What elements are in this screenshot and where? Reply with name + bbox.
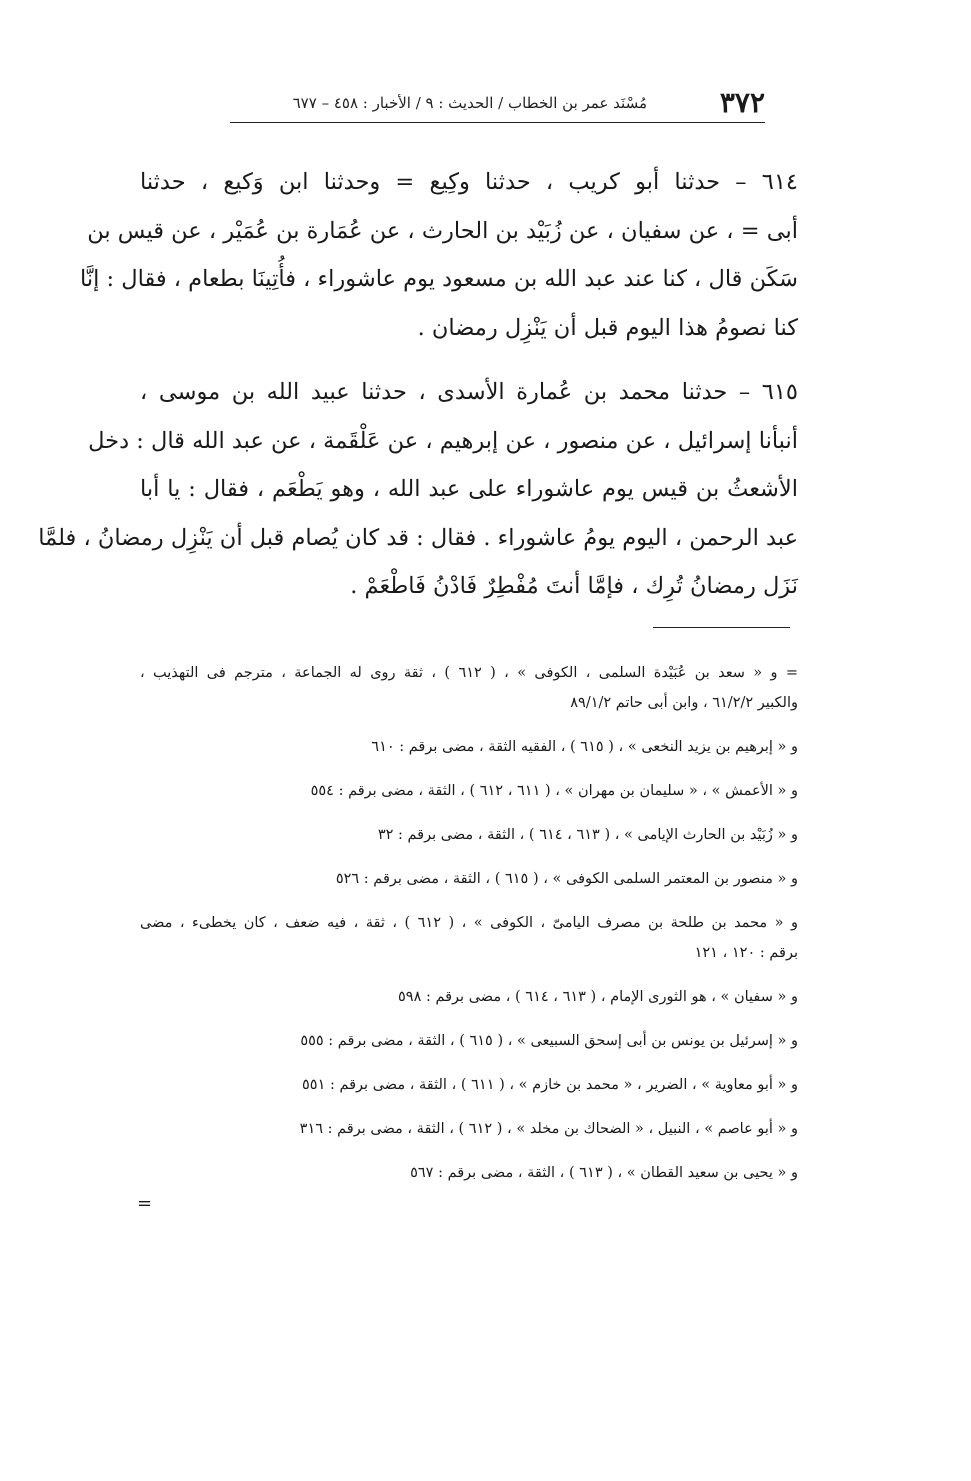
footnote-line: = و « سعد بن عُبَيْدة السلمى ، الكوفى » ، ( ٦١٢ ) ، ثقة روى له الجماعة ، مترجم فى التهذيب ،: [140, 665, 798, 681]
text-line: سَكَن قال ، كنا عند عبد الله بن مسعود يوم عاشوراء ، فأُتِينَا بطعام ، فقال : إنَّا: [79, 266, 798, 292]
page-header: [230, 86, 765, 122]
text-line: أبى = ، عن سفيان ، عن زُبَيْد بن الحارث ، عن عُمَارة بن عُمَيْر ، عن قيس بن: [87, 217, 798, 244]
text-line: ٦١٥ – حدثنا محمد بن عُمارة الأسدى ، حدثنا عبيد الله بن موسى ،: [140, 379, 798, 405]
footnote-line: و « أبو معاوية » ، الضرير ، « محمد بن خازم » ، ( ٦١١ ) ، الثقة ، مضى برقم : ٥٥١: [302, 1077, 798, 1093]
continuation-mark: =: [137, 1193, 153, 1214]
footnote-line: و « إسرئيل بن يونس بن أبى إسحق السبيعى » ، ( ٦١٥ ) ، الثقة ، مضى برقم : ٥٥٥: [300, 1033, 798, 1049]
footnote-line: و « يحيى بن سعيد القطان » ، ( ٦١٣ ) ، الثقة ، مضى برقم : ٥٦٧: [410, 1165, 798, 1181]
text-line: ٦١٤ – حدثنا أبو كريب ، حدثنا وكِيع = وحدثنا ابن وَكيع ، حدثنا: [140, 169, 798, 195]
running-title: مُسْنَد عمر بن الخطاب / الحديث : ٩ / الأخبار : ٤٥٨ – ٦٧٧: [292, 94, 647, 112]
page-number: ٣٧٢: [719, 86, 765, 119]
footnote-line: و « زُبَيْد بن الحارث الإيامى » ، ( ٦١٣ ، ٦١٤ ) ، الثقة ، مضى برقم : ٣٢: [377, 827, 798, 843]
footnote-line: و « منصور بن المعتمر السلمى الكوفى » ، ( ٦١٥ ) ، الثقة ، مضى برقم : ٥٢٦: [335, 871, 798, 887]
footnote-line: و « محمد بن طلحة بن مصرف اليامىّ ، الكوفى » ، ( ٦١٢ ) ، ثقة ، فيه ضعف ، كان يخطىء ، مضى: [140, 915, 798, 931]
hadith-614: [79, 158, 798, 352]
text-line: كنا نصومُ هذا اليوم قبل أن يَنْزِل رمضان .: [417, 314, 798, 341]
footnote-line: و « الأعمش » ، « سليمان بن مهران » ، ( ٦١١ ، ٦١٢ ) ، الثقة ، مضى برقم : ٥٥٤: [310, 783, 798, 799]
hadith-615: [38, 368, 798, 611]
text-line: عبد الرحمن ، اليوم يومُ عاشوراء . فقال : قد كان يُصام قبل أن يَنْزِل رمضانُ ، فلمَّا: [38, 524, 798, 551]
footnote-line: و « إبرهيم بن يزيد النخعى » ، ( ٦١٥ ) ، الفقيه الثقة ، مضى برقم : ٦١٠: [371, 739, 798, 755]
text-line: أنبأنا إسرائيل ، عن منصور ، عن إبرهيم ، عن عَلْقَمة ، عن عبد الله قال : دخل: [88, 427, 798, 454]
main-text: [38, 158, 798, 611]
footnotes: [140, 658, 798, 1188]
header-rule: [230, 122, 765, 123]
text-line: الأشعثُ بن قيس يوم عاشوراء على عبد الله ، وهو يَطْعَم ، فقال : يا أبا: [140, 476, 798, 502]
footnote-line: برقم : ١٢٠ ، ١٢١: [694, 945, 798, 961]
footnote-line: و « أبو عاصم » ، النبيل ، « الضحاك بن مخلد » ، ( ٦١٢ ) ، الثقة ، مضى برقم : ٣١٦: [299, 1121, 798, 1137]
footnote-separator: [653, 627, 790, 628]
footnote-line: والكبير ٦١/٢/٢ ، وابن أبى حاتم ٨٩/١/٢: [570, 695, 798, 711]
text-line: نَزَل رمضانُ تُرِك ، فإمَّا أنتَ مُفْطِرٌ فَادْنُ فَاطْعَمْ .: [350, 573, 798, 599]
footnote-line: و « سفيان » ، هو الثورى الإمام ، ( ٦١٣ ، ٦١٤ ) ، مضى برقم : ٥٩٨: [398, 989, 798, 1005]
